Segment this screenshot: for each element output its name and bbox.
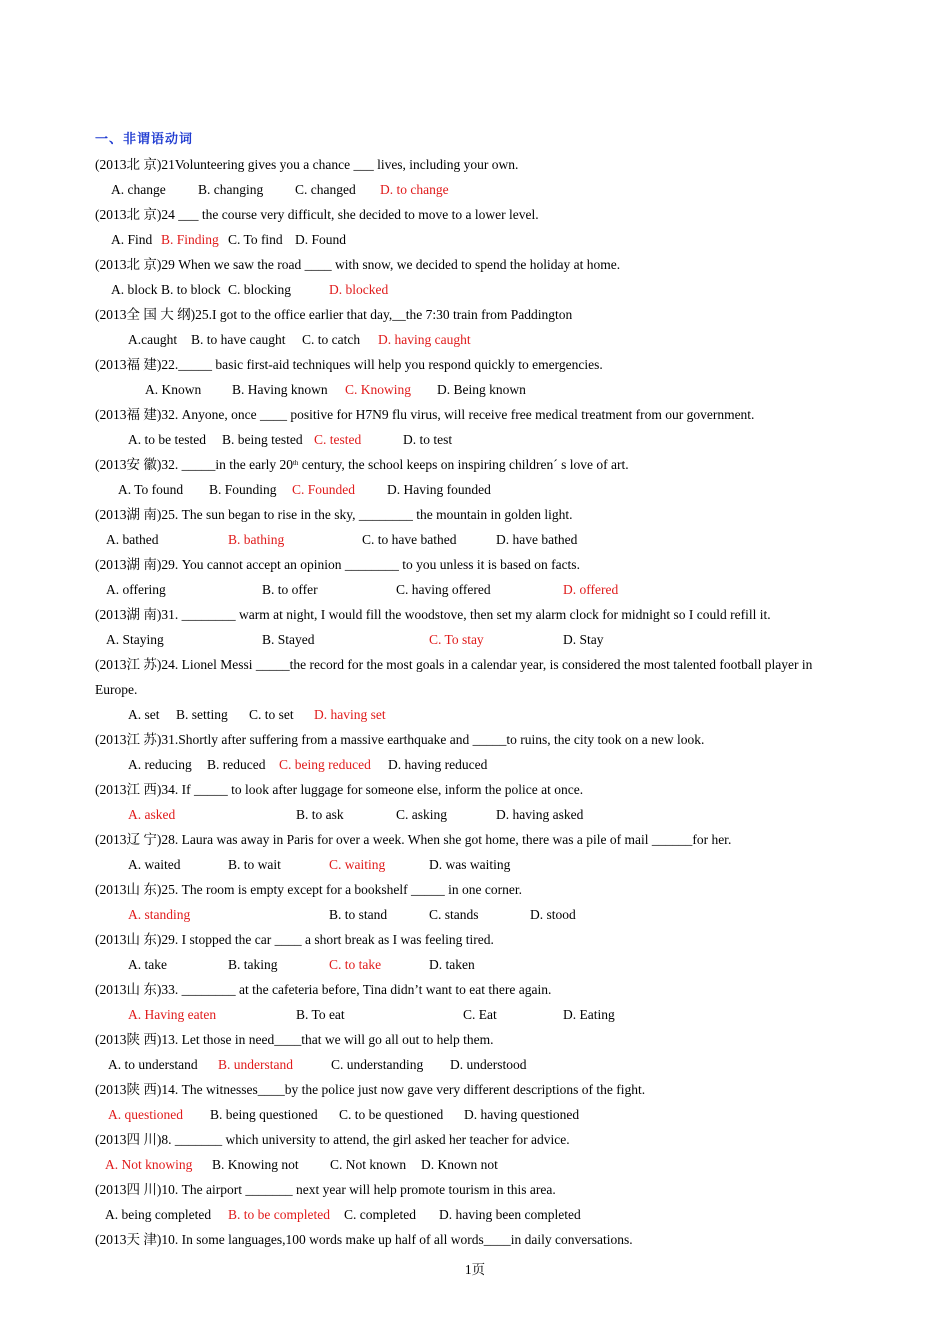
- option-d-answer: D. blocked: [329, 282, 389, 297]
- option-d: D. having reduced: [388, 757, 488, 772]
- option-a: A. reducing: [128, 757, 192, 772]
- option-c: C. blocking: [228, 282, 291, 297]
- option-b: B. taking: [228, 957, 278, 972]
- page-number: 1页: [464, 1262, 486, 1277]
- option-a-answer: A. Having eaten: [128, 1007, 217, 1022]
- option-b: B. reduced: [207, 757, 266, 772]
- option-c: C. to catch: [302, 332, 361, 347]
- question-stem: (2013福 建)32. Anyone, once ____ positive for H7N9 flu virus, will receive free medical treatment from our government.: [95, 407, 755, 422]
- option-d-answer: D. having set: [314, 707, 386, 722]
- option-d: D. having questioned: [464, 1107, 580, 1122]
- option-b: B. to block: [161, 282, 221, 297]
- option-d: D. was waiting: [429, 857, 511, 872]
- option-a: A. offering: [106, 582, 166, 597]
- option-d: D. Known not: [421, 1157, 498, 1172]
- option-c-answer: C. To stay: [429, 632, 484, 647]
- option-b: B. To eat: [296, 1007, 345, 1022]
- option-b: B. Stayed: [262, 632, 315, 647]
- question-stem: (2013湖 南)31. ________ warm at night, I would fill the woodstove, then set my alarm clock for midnight so I could refill it.: [95, 607, 771, 622]
- option-d: D. having asked: [496, 807, 584, 822]
- question-stem: (2013湖 南)25. The sun began to rise in the sky, ________ the mountain in golden light.: [95, 507, 573, 522]
- option-d: D. Stay: [563, 632, 604, 647]
- option-d: D. understood: [450, 1057, 527, 1072]
- question-stem: (2013江 苏)24. Lionel Messi _____the record for the most goals in a calendar year, is considered the most talented football player in: [95, 657, 813, 672]
- option-a: A. waited: [128, 857, 181, 872]
- option-c-answer: C. to take: [329, 957, 382, 972]
- option-b: B. being tested: [222, 432, 303, 447]
- option-d: D. have bathed: [496, 532, 578, 547]
- section-title: 一、非谓语动词: [95, 132, 194, 147]
- question-stem: (2013福 建)22._____ basic first-aid techniques will help you respond quickly to emergencies.: [95, 357, 603, 372]
- ordinal-suffix: th: [292, 459, 299, 467]
- option-d-answer: D. having caught: [378, 332, 471, 347]
- option-a: A. Find: [111, 232, 153, 247]
- option-a-answer: A. asked: [128, 807, 176, 822]
- option-c-answer: C. being reduced: [279, 757, 371, 772]
- question-stem-continued: Europe.: [95, 682, 138, 697]
- option-c: C. to be questioned: [339, 1107, 444, 1122]
- option-a: A. set: [128, 707, 160, 722]
- option-d: D. Having founded: [387, 482, 491, 497]
- option-b-answer: B. Finding: [161, 232, 219, 247]
- option-a: A. change: [111, 182, 166, 197]
- option-b: B. changing: [198, 182, 264, 197]
- question-stem: (2013江 西)34. If _____ to look after luggage for someone else, inform the police at once.: [95, 782, 584, 797]
- option-d: D. Found: [295, 232, 347, 247]
- option-b: B. Knowing not: [212, 1157, 299, 1172]
- stem-text: century, the school keeps on inspiring childrenˊ s love of art.: [298, 457, 629, 472]
- option-c: C. Eat: [463, 1007, 497, 1022]
- option-c: C. To find: [228, 232, 283, 247]
- question-stem: (2013北 京)21Volunteering gives you a chance ___ lives, including your own.: [95, 157, 519, 172]
- option-a: A. Staying: [106, 632, 164, 647]
- option-b: B. to have caught: [191, 332, 286, 347]
- option-c: C. understanding: [331, 1057, 424, 1072]
- option-c: C. asking: [396, 807, 448, 822]
- option-c-answer: C. waiting: [329, 857, 386, 872]
- question-stem: (2013陕 西)14. The witnesses____by the police just now gave very different descriptions of the fight.: [95, 1082, 646, 1097]
- option-c-answer: C. tested: [314, 432, 362, 447]
- option-a: A. take: [128, 957, 167, 972]
- question-stem: (2013山 东)25. The room is empty except for a bookshelf _____ in one corner.: [95, 882, 523, 897]
- question-stem: (2013全 国 大 纲)25.I got to the office earlier that day,__the 7:30 train from Paddington: [95, 307, 573, 322]
- option-a: A. block: [111, 282, 158, 297]
- question-stem: (2013天 津)10. In some languages,100 words make up half of all words____in daily conversations.: [95, 1232, 633, 1247]
- option-b: B. Having known: [232, 382, 328, 397]
- option-c: C. completed: [344, 1207, 416, 1222]
- option-a: A. To found: [118, 482, 184, 497]
- option-a: A.caught: [128, 332, 178, 347]
- option-c: C. to set: [249, 707, 294, 722]
- option-b: B. setting: [176, 707, 228, 722]
- question-stem: [95, 456, 629, 474]
- option-c: C. having offered: [396, 582, 491, 597]
- option-d-answer: D. to change: [380, 182, 449, 197]
- question-stem: (2013北 京)29 When we saw the road ____ with snow, we decided to spend the holiday at home.: [95, 257, 621, 272]
- question-stem: (2013山 东)29. I stopped the car ____ a short break as I was feeling tired.: [95, 932, 494, 947]
- question-stem: (2013湖 南)29. You cannot accept an opinion ________ to you unless it is based on facts.: [95, 557, 580, 572]
- option-b: B. being questioned: [210, 1107, 318, 1122]
- option-b-answer: B. understand: [218, 1057, 293, 1072]
- option-d: D. having been completed: [439, 1207, 581, 1222]
- option-b: B. to offer: [262, 582, 318, 597]
- option-b: B. to stand: [329, 907, 388, 922]
- option-c-answer: C. Knowing: [345, 382, 412, 397]
- option-a: A. bathed: [106, 532, 159, 547]
- question-stem: (2013江 苏)31.Shortly after suffering from a massive earthquake and _____to ruins, the city took on a new look.: [95, 732, 705, 747]
- option-a-answer: A. questioned: [108, 1107, 183, 1122]
- option-a: A. being completed: [105, 1207, 212, 1222]
- option-d: D. taken: [429, 957, 475, 972]
- option-b-answer: B. to be completed: [228, 1207, 330, 1222]
- question-stem: (2013山 东)33. ________ at the cafeteria before, Tina didn’t want to eat there again.: [95, 982, 552, 997]
- question-stem: (2013四 川)10. The airport _______ next year will help promote tourism in this area.: [95, 1182, 556, 1197]
- option-a: A. to understand: [108, 1057, 198, 1072]
- option-c: C. Not known: [330, 1157, 407, 1172]
- option-d: D. to test: [403, 432, 453, 447]
- option-a: A. to be tested: [128, 432, 206, 447]
- option-d: D. stood: [530, 907, 576, 922]
- option-a: A. Known: [145, 382, 202, 397]
- question-stem: (2013陕 西)13. Let those in need____that we will go all out to help them.: [95, 1032, 494, 1047]
- question-stem: (2013四 川)8. _______ which university to attend, the girl asked her teacher for advice.: [95, 1132, 570, 1147]
- option-a-answer: A. standing: [128, 907, 191, 922]
- option-c-answer: C. Founded: [292, 482, 356, 497]
- question-stem: (2013北 京)24 ___ the course very difficult, she decided to move to a lower level.: [95, 207, 539, 222]
- option-b: B. Founding: [209, 482, 277, 497]
- option-a-answer: A. Not knowing: [105, 1157, 193, 1172]
- option-b: B. to wait: [228, 857, 281, 872]
- option-c: C. to have bathed: [362, 532, 457, 547]
- option-d-answer: D. offered: [563, 582, 619, 597]
- question-stem: (2013辽 宁)28. Laura was away in Paris for over a week. When she got home, there was a pile of mail ______for her.: [95, 832, 732, 847]
- option-b: B. to ask: [296, 807, 344, 822]
- option-d: D. Being known: [437, 382, 526, 397]
- option-b-answer: B. bathing: [228, 532, 285, 547]
- option-c: C. changed: [295, 182, 356, 197]
- option-c: C. stands: [429, 907, 479, 922]
- option-d: D. Eating: [563, 1007, 615, 1022]
- stem-text: (2013安 徽)32. _____in the early 20: [95, 457, 293, 472]
